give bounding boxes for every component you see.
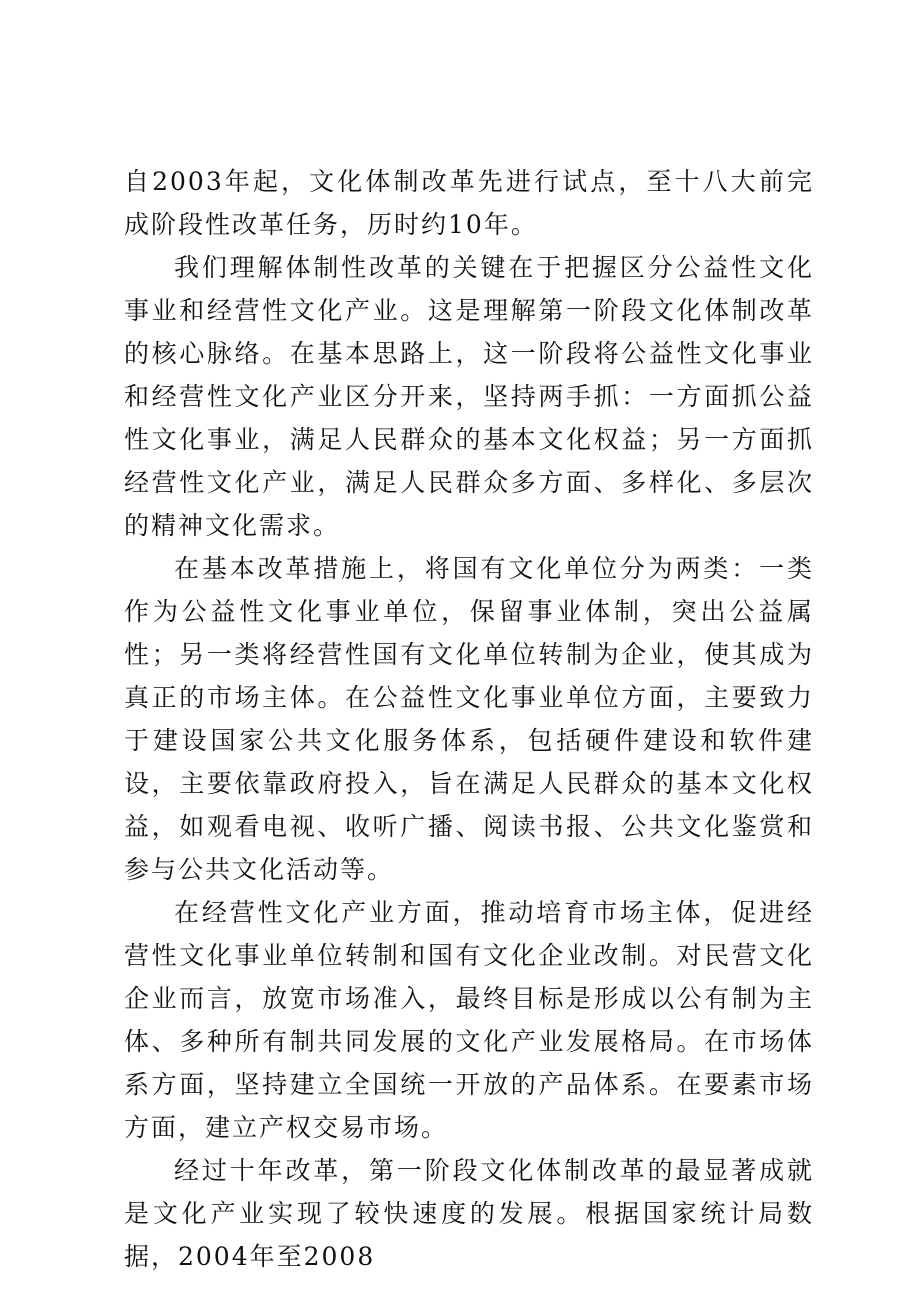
paragraph-3: 在基本改革措施上，将国有文化单位分为两类：一类作为公益性文化事业单位，保留事业体制，突出公益属性；另一类将经营性国有文化单位转制为企业，使其成为真正的市场主体。在公益性文化事业单位方面，主要致力于建设国家公共文化服务体系，包括硬件建设和软件建设，主要依靠政府投入，旨在满足人民群众的基本文化权益，如观看电视、收听广播、阅读书报、公共文化鉴赏和参与公共文化活动等。 xyxy=(124,554,814,884)
paragraph-4: 在经营性文化产业方面，推动培育市场主体，促进经营性文化事业单位转制和国有文化企业改制。对民营文化企业而言，放宽市场准入，最终目标是形成以公有制为主体、多种所有制共同发展的文化产业发展格局。在市场体系方面，坚持建立全国统一开放的产品体系。在要素市场方面，建立产权交易市场。 xyxy=(124,898,814,1142)
paragraph-5: 经过十年改革，第一阶段文化体制改革的最显著成就是文化产业实现了较快速度的发展。根据国家统计局数据，2004年至2008 xyxy=(124,1156,814,1271)
document-body xyxy=(124,160,814,1278)
paragraph-1: 自2003年起，文化体制改革先进行试点，至十八大前完成阶段性改革任务，历时约10年。 xyxy=(124,167,814,239)
paragraph-2: 我们理解体制性改革的关键在于把握区分公益性文化事业和经营性文化产业。这是理解第一阶段文化体制改革的核心脉络。在基本思路上，这一阶段将公益性文化事业和经营性文化产业区分开来，坚持两手抓：一方面抓公益性文化事业，满足人民群众的基本文化权益；另一方面抓经营性文化产业，满足人民群众多方面、多样化、多层次的精神文化需求。 xyxy=(124,253,814,540)
